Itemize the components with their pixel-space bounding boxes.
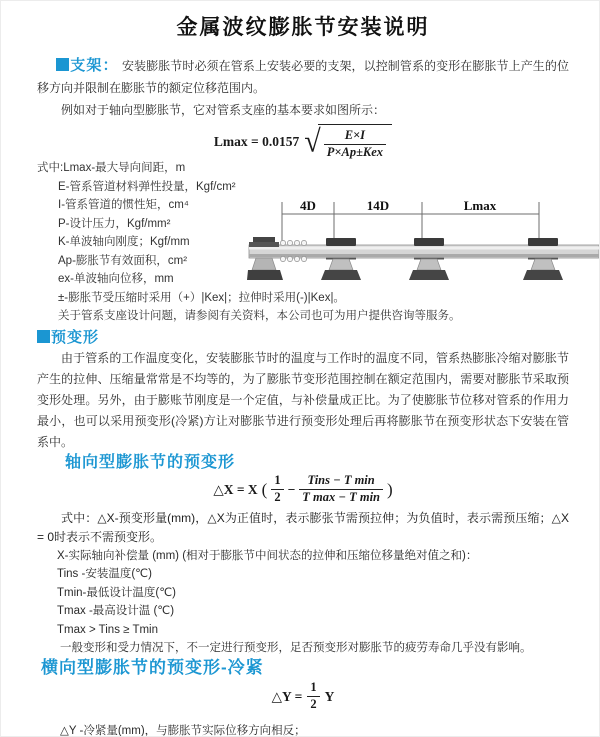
page-title: 金属波纹膨胀节安装说明 xyxy=(176,16,430,39)
half-numerator: 1 xyxy=(310,680,317,695)
lmax-formula-denominator: P×Ap±Kex xyxy=(324,144,386,161)
lateral-formula-lhs: △Y = xyxy=(271,688,303,704)
dim-label-lmax: Lmax xyxy=(463,198,497,213)
axial-section-heading: 轴向型膨胀节的预变形 xyxy=(65,453,236,471)
predeform-heading-row xyxy=(37,328,569,348)
lateral-formula xyxy=(37,682,569,712)
pipe-guide-support xyxy=(409,238,449,280)
lateral-note-text: △Y -冷紧量(mm)，与膨胀节实际位移方向相反； xyxy=(60,724,306,737)
support-paragraph xyxy=(37,55,569,99)
pipe-guide-support xyxy=(321,238,361,280)
open-paren: ( xyxy=(261,479,268,499)
minus-sign: − xyxy=(287,481,296,497)
half-numerator: 1 xyxy=(274,473,281,488)
dimension-lines xyxy=(282,202,539,245)
axial-line: Tmax > Tins ≥ Tmin xyxy=(57,623,158,636)
lmax-formula-fraction xyxy=(324,128,386,160)
lateral-formula-rhs: Y xyxy=(324,688,335,704)
radical-icon: √ xyxy=(304,124,321,159)
lmax-formula-numerator: E×I xyxy=(344,127,366,142)
definition-item: E-管系管道材料弹性投量，Kgf/cm² xyxy=(58,180,236,193)
axial-line: Tmin-最低设计温度(℃) xyxy=(57,586,176,599)
axial-line: Tins -安装温度(℃) xyxy=(57,568,152,580)
definition-item: ±-膨胀节受压缩时采用（+）|Kex|；拉伸时采用(-)|Kex|。 xyxy=(58,291,345,304)
lmax-formula-root xyxy=(318,124,392,160)
axial-lines xyxy=(37,547,569,658)
definition-item: K-单波轴向刚度；Kgf/mm xyxy=(58,236,190,248)
half-denominator: 2 xyxy=(307,696,319,713)
half-denominator: 2 xyxy=(271,489,283,506)
definition-item: ex-单波轴向位移，mm xyxy=(58,273,174,285)
axial-formula-lhs: △X = X xyxy=(213,481,258,497)
dim-label-14d: 14D xyxy=(366,198,390,213)
axial-line: 一般变形和受力情况下，不一定进行预变形，足否预变形对膨胀节的疲劳寿命几乎没有影响。 xyxy=(60,642,532,654)
dim-label-4d: 4D xyxy=(300,198,316,213)
temp-fraction-numerator: Tins − T min xyxy=(307,473,375,488)
lmax-formula xyxy=(37,125,569,159)
document-content xyxy=(1,13,599,737)
axial-line: X-实际轴向补偿量 (mm) (相对于膨胀节中间状态的拉伸和压缩位移量绝对值之和)： xyxy=(57,549,478,562)
predeform-section-heading: 预变形 xyxy=(51,328,100,346)
close-paren: ) xyxy=(387,479,393,499)
temp-fraction-denominator: T max − T min xyxy=(299,489,383,506)
support-intro-text: 安装膨胀节时必须在管系上安装必要的支架，以控制管系的变形在膨胀节上产生的位移方向并限制在膨胀节的额定位移范围内。 xyxy=(37,59,569,95)
definition-item: P-设计压力，Kgf/mm² xyxy=(58,217,171,230)
axial-formula xyxy=(37,475,569,505)
lateral-formula-half xyxy=(307,680,319,712)
blue-square-icon xyxy=(37,330,50,343)
definition-item: 关于管系支座设计问题，请参阅有关资料，本公司也可为用户提供咨询等服务。 xyxy=(58,310,461,322)
axial-line: Tmax -最高设计温 (℃) xyxy=(57,605,175,617)
definition-item: 式中:Lmax-最大导向间距，m xyxy=(37,162,186,174)
anchor-support xyxy=(247,237,283,280)
support-example-text: 例如对于轴向型膨胀节，它对管系支座的基本要求如图所示： xyxy=(61,103,386,117)
lateral-section-heading: 横向型膨胀节的预变形-冷紧 xyxy=(41,657,264,677)
pipe-support-diagram xyxy=(247,193,599,293)
lmax-formula-lhs: Lmax = 0.0157 xyxy=(213,134,300,149)
axial-explain-text: 式中：△X-预变形量(mm)，△X为正值时，表示膨张节需预拉伸；为负值时，表示需预压缩；△X = 0时表示不需预变形。 xyxy=(37,510,569,544)
pipe xyxy=(249,245,599,258)
definition-item: Ap-膨胀节有效面积，cm² xyxy=(58,254,188,267)
blue-square-icon xyxy=(56,58,69,71)
axial-formula-half xyxy=(271,473,283,505)
axial-formula-temp-fraction xyxy=(299,473,383,505)
support-section-heading: 支架： xyxy=(70,57,119,74)
pipe-guide-support xyxy=(523,238,563,280)
definition-item: I-管系管道的惯性矩，cm⁴ xyxy=(58,199,189,211)
predeform-body-text: 由于管系的工作温度变化，安装膨胀节时的温度与工作时的温度不同，管系热膨胀冷缩对膨胀节产生的拉伸、压缩量常常是不均等的，为了膨胀节变形范围控制在额定范围内，需要对膨胀节采取预变形处理。另外，由于膨账节刚度是一个定值，与补偿量成正比。为了使膨胀节位移对管系的作用力最小，也可以采用预变形(冷紧)方让对膨胀节进行预变形处理后再将膨胀节在预变形状态下安装在管系中。 xyxy=(37,350,569,449)
